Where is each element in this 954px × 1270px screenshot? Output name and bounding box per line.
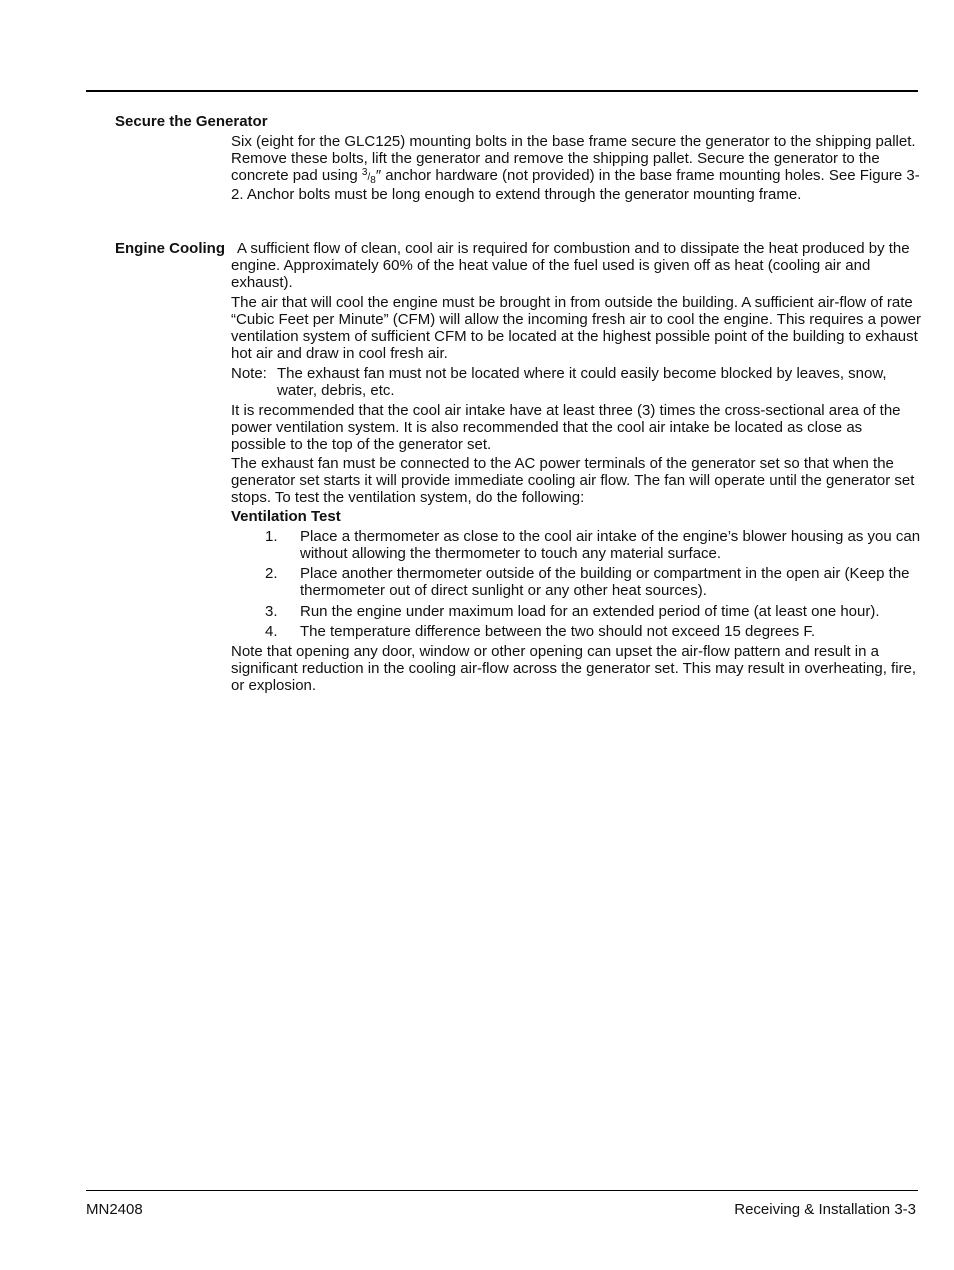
step-number: 4.	[265, 623, 278, 640]
list-item	[265, 603, 935, 620]
step-number: 1.	[265, 528, 278, 545]
cooling-p1-block	[231, 240, 921, 291]
cooling-paragraph-3	[231, 402, 921, 453]
fraction-slash: /	[367, 172, 371, 183]
footer-doc-number: MN2408	[86, 1201, 143, 1218]
note-label: Note:	[231, 365, 267, 382]
header-rule	[86, 90, 918, 92]
fraction-numerator: 3	[361, 167, 368, 178]
step-text: Place another thermometer outside of the building or compartment in the open air (Keep the thermometer out of direct sunlight or any other heat sources).	[300, 565, 910, 599]
note-block	[231, 365, 921, 399]
ventilation-test-heading: Ventilation Test	[231, 508, 341, 525]
secure-text-before: Six (eight for the GLC125) mounting bolts in the base frame secure the generator to the shipping pallet. Remove these bolts, lift the generator and remove the shipping pallet. Secure the generator to the concrete pad using	[231, 133, 916, 184]
section-heading-cooling: Engine Cooling	[115, 240, 225, 257]
cooling-p3-text: It is recommended that the cool air intake have at least three (3) times the cross-sectional area of the power ventilation system. It is also recommended that the cool air intake be located as close as possible to the top of the generator set.	[231, 402, 901, 453]
section-heading-secure: Secure the Generator	[115, 113, 268, 130]
list-item	[265, 528, 925, 562]
step-text: The temperature difference between the two should not exceed 15 degrees F.	[300, 623, 816, 640]
cooling-paragraph-2	[231, 294, 921, 362]
step-text: Place a thermometer as close to the cool air intake of the engine’s blower housing as you can without allowing the thermometer to touch any material surface.	[300, 528, 921, 562]
cooling-paragraph-5	[231, 643, 921, 694]
cooling-p5-text: Note that opening any door, window or other opening can upset the air-flow pattern and result in a significant reduction in the cooling air-flow across the generator set. This may result in overheating, fire, or explosion.	[231, 643, 917, 694]
footer-page-label: Receiving & Installation 3-3	[734, 1201, 916, 1218]
cooling-p2-text: The air that will cool the engine must be brought in from outside the building. A sufficient air-flow of rate “Cubic Feet per Minute” (CFM) will allow the incoming fresh air to cool the engine. This requires a power ventilation system of sufficient CFM to be located at the highest possible point of the building to exhaust hot air and draw in cool fresh air.	[231, 294, 922, 362]
note-text: The exhaust fan must not be located where it could easily become blocked by leaves, snow, water, debris, etc.	[277, 365, 887, 399]
fraction-denominator: 8	[370, 175, 376, 186]
step-number: 2.	[265, 565, 278, 582]
step-number: 3.	[265, 603, 278, 620]
cooling-paragraph-4	[231, 455, 921, 506]
cooling-p4-text: The exhaust fan must be connected to the AC power terminals of the generator set so that when the generator set starts it will provide immediate cooling air flow. The fan will operate until the generator set stops. To test the ventilation system, do the following:	[231, 455, 915, 506]
list-item	[265, 623, 925, 640]
list-item	[265, 565, 925, 599]
secure-paragraph	[231, 133, 921, 203]
footer-rule	[86, 1190, 918, 1191]
secure-text-after: ″ anchor hardware (not provided) in the base frame mounting holes. See Figure 3-2. Anchor bolts must be long enough to extend through the generator mounting frame.	[231, 167, 920, 203]
cooling-p1-text: A sufficient flow of clean, cool air is required for combustion and to dissipate the heat produced by the engine. Approximately 60% of the heat value of the fuel used is given off as heat (cooling air and exhaust).	[231, 240, 910, 291]
step-text: Run the engine under maximum load for an extended period of time (at least one hour).	[300, 603, 880, 620]
